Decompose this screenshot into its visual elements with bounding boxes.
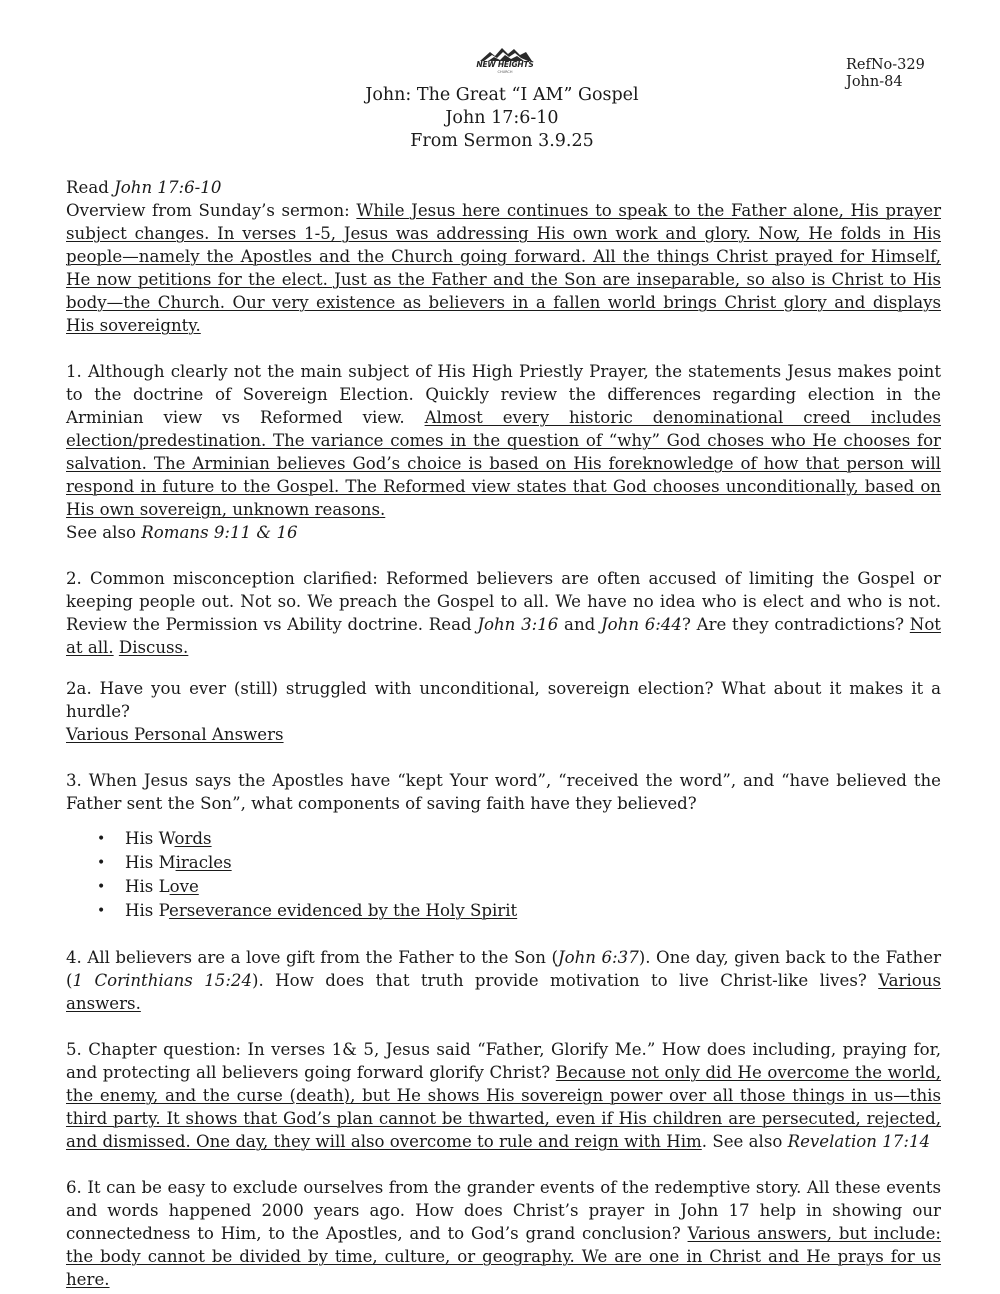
scripture-reference: John 3:16	[477, 615, 559, 634]
answer-text: Various answers, but include: the body cannot be divided by time, culture, or geography. We are one in Christ and He prays for us here.	[66, 1224, 941, 1289]
church-logo	[470, 46, 540, 78]
question-1	[66, 360, 941, 544]
question-text: 2a. Have you ever (still) struggled with unconditional, sovereign election? What about it makes it a hurdle?	[66, 679, 941, 721]
page-title: John: The Great “I AM” Gospel	[365, 85, 639, 105]
logo-subtext: CHURCH	[497, 70, 513, 74]
bullet-icon: •	[97, 879, 106, 895]
overview-label: Overview from Sunday’s sermon:	[66, 201, 357, 220]
list-item: • His Love	[66, 875, 941, 899]
bullet-icon: •	[97, 903, 106, 919]
list-item: • His Miracles	[66, 851, 941, 875]
reference-code: John-84	[846, 74, 903, 90]
read-line: Read John 17:6-10	[66, 178, 222, 197]
question-text: 1. Although clearly not the main subject of His High Priestly Prayer, the statements Jesus makes point to the doctrine of Sovereign Election. Quickly review the differences regarding election in the Arminian view vs Reformed view.	[66, 362, 941, 427]
answer-text: erseverance evidenced by the Holy Spirit	[169, 901, 518, 920]
study-body	[66, 176, 941, 1291]
scripture-reference: John 6:37	[557, 948, 639, 967]
question-2: 2. Common misconception clarified: Reformed believers are often accused of limiting the Gospel or keeping people out. Not so. We preach the Gospel to all. We have no idea who is elect and who is not. Review the Permission vs Ability doctrine. Read John 3:16 and John 6:44? Are they contradictions? Not at all. Discuss.	[66, 569, 941, 657]
question-6	[66, 1176, 941, 1291]
question-text: 4. All believers are a love gift from the Father to the Son (	[66, 948, 558, 967]
answer-text: Not at all.	[66, 615, 941, 657]
reference-block	[846, 57, 925, 91]
see-also-line: See also Romans 9:11 & 16	[66, 523, 298, 542]
list-item: • His Perseverance evidenced by the Holy Spirit	[66, 899, 941, 923]
overview-section	[66, 176, 941, 337]
question-4: 4. All believers are a love gift from the Father to the Son (John 6:37). One day, given back to the Father (1 Corinthians 15:24). How does that truth provide motivation to live Christ-like lives? Various answers.	[66, 948, 941, 1013]
answer-text: iracles	[175, 853, 232, 872]
list-item: • His Words	[66, 827, 941, 851]
question-5: 5. Chapter question: In verses 1& 5, Jesus said “Father, Glorify Me.” How does including, praying for, and protecting all believers going forward glorify Christ? Because not only did He overcome the world, the enemy, and the curse (death), but He shows His sovereign power over all those things in us—this third party. It shows that God’s plan cannot be thwarted, even if His children are persecuted, rejected, and dismissed. One day, they will also overcome to rule and reign with Him. See also Revelation 17:14	[66, 1040, 941, 1151]
question-text: 6. It can be easy to exclude ourselves from the grander events of the redemptive story. All these events and words happened 2000 years ago. How does Christ’s prayer in John 17 help in showing our connectedness to Him, to the Apostles, and to God’s grand conclusion?	[66, 1178, 941, 1243]
answer-text: ove	[169, 877, 199, 896]
scripture-reference: Romans 9:11 & 16	[141, 523, 298, 542]
overview-answer: While Jesus here continues to speak to the Father alone, His prayer subject changes. In verses 1-5, Jesus was addressing His own work and glory. Now, He folds in His people—namely the Apostles and the Church going forward. All the things Christ prayed for Himself, He now petitions for the elect. Just as the Father and the Son are inseparable, so also is Christ to His body—the Church. Our very existence as believers in a fallen world brings Christ glory and displays His sovereignty.	[66, 201, 941, 335]
answer-text: Almost every historic denominational creed includes election/predestination. The variance comes in the question of “why” God choses who He chooses for salvation. The Arminian believes God’s choice is based on His foreknowledge of how that person will respond in future to the Gospel. The Reformed view states that God chooses unconditionally, based on His own sovereign, unknown reasons.	[66, 408, 941, 519]
answer-text: Various answers.	[66, 971, 941, 1013]
passage: John 17:6-10	[445, 108, 559, 128]
bullet-icon: •	[97, 831, 106, 847]
scripture-reference: John 17:6-10	[114, 178, 222, 197]
answer-text: Because not only did He overcome the world, the enemy, and the curse (death), but He shows His sovereign power over all those things in us—this third party. It shows that God’s plan cannot be thwarted, even if His children are persecuted, rejected, and dismissed. One day, they will also overcome to rule and reign with Him	[66, 1063, 941, 1151]
question-3	[66, 769, 941, 815]
sermon-source: From Sermon 3.9.25	[410, 131, 594, 151]
reference-number: RefNo-329	[846, 57, 925, 73]
scripture-reference: John 6:44	[600, 615, 682, 634]
faith-components-list	[66, 827, 941, 923]
answer-text: Various Personal Answers	[66, 725, 284, 744]
answer-text: ords	[174, 829, 212, 848]
question-text: 3. When Jesus says the Apostles have “kept Your word”, “received the word”, and “have believed the Father sent the Son”, what components of saving faith have they believed?	[66, 771, 941, 813]
question-text: 5. Chapter question: In verses 1& 5, Jesus said “Father, Glorify Me.” How does including, praying for, and protecting all believers going forward glorify Christ?	[66, 1040, 941, 1082]
question-2a	[66, 677, 941, 746]
bullet-icon: •	[97, 855, 106, 871]
logo-wordmark: NEW HEIGHTS	[476, 60, 534, 69]
scripture-reference: 1 Corinthians 15:24	[72, 971, 253, 990]
title-block	[300, 84, 704, 153]
answer-text: Discuss.	[118, 638, 189, 657]
scripture-reference: Revelation 17:14	[787, 1132, 931, 1151]
question-text: 2. Common misconception clarified: Reformed believers are often accused of limiting the Gospel or keeping people out. Not so. We preach the Gospel to all. We have no idea who is elect and who is not. Review the Permission vs Ability doctrine. Read	[66, 569, 941, 634]
